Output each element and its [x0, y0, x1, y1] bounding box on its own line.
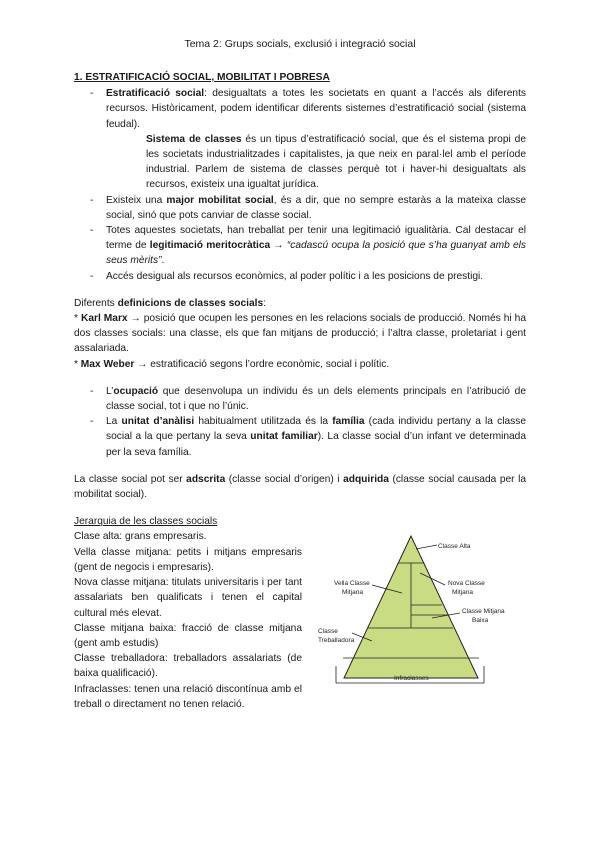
arrow: → — [270, 240, 287, 252]
list-item — [74, 223, 526, 269]
text: Totes aquestes societats, han treballat per tenir una legitimació igualitària. Cal destacar el terme de — [106, 225, 526, 252]
section2-list — [74, 384, 526, 460]
term: definicions de classes socials — [117, 297, 264, 309]
definition-weber — [74, 357, 526, 372]
label-vella-classe: Vella Classe — [334, 580, 370, 588]
label-nova-mitjana: Mitjana — [452, 589, 473, 597]
spacer — [74, 372, 526, 384]
list-item — [74, 86, 526, 132]
list-item — [74, 384, 526, 414]
text: (cada individu pertany a la classe social a la que pertany la seva — [106, 416, 526, 443]
term: Max Weber — [80, 358, 135, 370]
text: → estratificació segons l’ordre econòmic, social i polític. — [134, 358, 390, 370]
term: adscrita — [186, 473, 226, 485]
label-vella-mitjana: Mitjana — [342, 589, 363, 597]
bullet-star: * — [74, 358, 81, 370]
leader-line — [416, 545, 437, 549]
hierarchy-item: Nova classe mitjana: titulats universitaris i per tant assalariats ben qualificats i tenen el capital cultural més elevat. — [74, 577, 302, 619]
list-item — [74, 193, 526, 223]
section-heading: 1. ESTRATIFICACIÓ SOCIAL, MOBILITAT I POBRESA — [74, 72, 330, 83]
text: que desenvolupa un individu és un dels elements principals en l’atribució de classe social, tot i que no l’únic. — [106, 385, 526, 413]
adscrita-paragraph — [74, 472, 526, 502]
text: , és a dir, que no sempre estaràs a la mateixa classe social, sinó que pots canviar de classe social. — [106, 194, 526, 221]
text: La — [106, 416, 122, 428]
term: major mobilitat social — [166, 194, 274, 206]
page-header: Tema 2: Grups socials, exclusió i integració social — [184, 38, 416, 50]
text: (classe social causada per la mobilitat social). — [74, 473, 526, 501]
term: unitat familiar — [250, 431, 318, 443]
bullet-star: * — [74, 313, 81, 325]
definitions-intro — [74, 296, 526, 311]
hierarchy-title: Jerarquia de les classes socials — [74, 516, 218, 528]
term: ocupació — [113, 385, 159, 397]
section1-list-cont — [74, 193, 526, 284]
label-classe-treballadora-1: Classe — [318, 628, 338, 636]
quote: “cadascú ocupa la posició que s’ha guanyat amb els seus mèrits” — [106, 240, 526, 267]
text: habitualment utilitzada és la — [194, 416, 333, 428]
label-classe-alta: Classe Alta — [438, 543, 471, 551]
text: L’ — [106, 385, 114, 397]
section1-list — [74, 86, 526, 132]
hierarchy-section — [74, 514, 526, 712]
label-baixa: Baixa — [472, 617, 489, 625]
spacer — [74, 460, 526, 472]
list-item — [74, 414, 526, 460]
label-classe-treballadora-2: Treballadora — [318, 637, 355, 645]
term: unitat d’anàlisi — [121, 416, 195, 428]
label-classe-mitjana-baixa: Classe Mitjana — [462, 608, 505, 616]
text: és un tipus d’estratificació social, que és el sistema propi de les societats industrialitzades i capitalistes, ja que neix en paral·lel amb el període industrial. Parlem de sistema de classes perquè tot i haver-hi desigualtats als recursos, existeix una igualtat jurídica. — [146, 133, 526, 191]
text: Existeix una — [106, 194, 167, 206]
definition-marx — [74, 311, 526, 357]
text: Accés desigual als recursos econòmics, al poder polític i a les posicions de prestigi. — [106, 270, 484, 282]
text: → posició que ocupen les persones en les relacions socials de producció. Només hi ha dos classes socials: una classe, els que fan mitjans de producció; i l’altra classe, proletariat i gent assalariada. — [74, 313, 526, 355]
text: : — [263, 297, 266, 309]
label-infraclasses: Infraclasses — [394, 675, 429, 683]
spacer — [74, 502, 526, 514]
term: família — [332, 416, 365, 428]
text: La classe social pot ser — [74, 473, 187, 485]
term: adquirida — [343, 473, 389, 485]
hierarchy-item: Classe mitjana baixa: fracció de classe mitjana (gent amb estudis) — [74, 622, 302, 649]
term: legitimació meritocràtica — [149, 240, 271, 252]
hierarchy-item: Classe treballadora: treballadors assalariats (de baixa qualificació). — [74, 653, 302, 680]
term: Karl Marx — [80, 313, 128, 325]
text: . — [161, 255, 165, 267]
class-pyramid-diagram — [312, 533, 542, 693]
text: (classe social d’origen) i — [225, 473, 344, 485]
content — [74, 70, 526, 712]
text: Diferents — [74, 297, 118, 309]
text: ). La classe social d’un infant ve determinada per la seva família. — [106, 431, 527, 458]
hierarchy-item: Infraclasses: tenen una relació discontínua amb el treball o directament no tenen relació. — [74, 683, 302, 710]
spacer — [74, 284, 526, 296]
hierarchy-item: Vella classe mitjana: petits i mitjans empresaris (gent de negocis i empresaris). — [74, 546, 302, 573]
hierarchy-list — [74, 529, 302, 711]
term: Sistema de classes — [146, 133, 242, 145]
sub-paragraph — [74, 132, 526, 193]
label-nova-classe: Nova Classe — [448, 580, 485, 588]
term: Estratificació social — [106, 88, 205, 100]
hierarchy-item: Clase alta: grans empresaris. — [74, 531, 207, 543]
text: : desigualtats a totes les societats en quant a l’accés als diferents recursos. Històricament, podem identificar diferents sistemes d’estratificació social (sistema feudal). — [106, 88, 526, 130]
list-item — [74, 269, 526, 284]
